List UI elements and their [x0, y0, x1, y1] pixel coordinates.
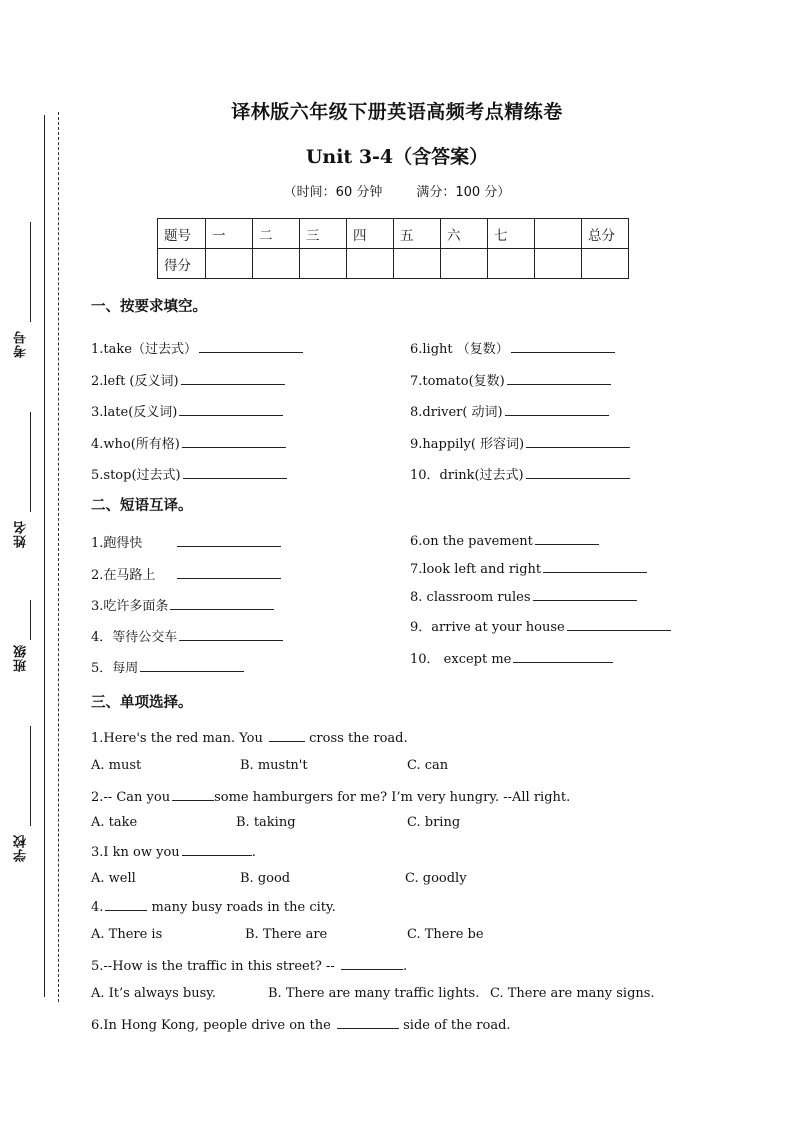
score-cell[interactable] [206, 249, 253, 279]
question-stem [91, 843, 256, 860]
answer-blank[interactable] [543, 560, 647, 573]
answer-blank[interactable] [182, 435, 286, 448]
side-field-exam-number [8, 222, 38, 362]
option-c[interactable]: C. bring [407, 815, 461, 830]
question-text: some hamburgers for me? I’m very hungry. --All right. [214, 790, 571, 805]
score-table-header-row [158, 219, 629, 249]
option-b[interactable]: B. There are many traffic lights. [268, 986, 480, 1001]
translate-item [91, 657, 244, 676]
answer-blank[interactable] [269, 729, 305, 742]
question-text: . [402, 959, 408, 974]
translate-item [91, 626, 283, 645]
option-c[interactable]: C. can [407, 758, 449, 773]
score-header-cell: 四 [347, 219, 394, 249]
score-header-cell: 总分 [582, 219, 629, 249]
fill-item-prompt: 3.late(反义词) [91, 405, 178, 420]
option-a[interactable]: A. must [91, 758, 142, 773]
question-text: 6.In Hong Kong, people drive on the [91, 1018, 331, 1033]
side-field-label: 考号 [14, 330, 29, 358]
question-text: 3.I kn ow you [91, 845, 180, 860]
score-cell[interactable] [488, 249, 535, 279]
answer-blank[interactable] [533, 588, 637, 601]
question-stem [91, 957, 407, 974]
time-info [0, 181, 794, 200]
answer-blank[interactable] [140, 659, 244, 672]
time-limit: （时间：60 分钟 [283, 185, 383, 200]
score-table-score-row [158, 249, 629, 279]
translate-item-prompt: 6.on the pavement [410, 534, 533, 549]
side-field-line[interactable] [30, 726, 31, 826]
option-b[interactable]: B. good [240, 871, 291, 886]
option-b[interactable]: B. There are [245, 927, 328, 942]
fill-item-prompt: 8.driver( 动词) [410, 405, 503, 420]
question-text: 4. [91, 900, 104, 915]
translate-item-prompt: 3.吃许多面条 [91, 599, 169, 614]
full-score: 满分：100 分） [416, 185, 511, 200]
answer-blank[interactable] [179, 628, 283, 641]
side-field-name [8, 412, 38, 547]
binding-dashed-line [58, 112, 59, 1002]
score-header-cell: 五 [394, 219, 441, 249]
answer-blank[interactable] [567, 618, 671, 631]
fill-item-prompt: 9.happily( 形容词) [410, 437, 525, 452]
translate-item [91, 595, 274, 614]
side-field-line[interactable] [30, 600, 31, 640]
fill-item-prompt: 10．drink(过去式) [410, 468, 524, 483]
translate-item [410, 532, 599, 549]
question-stem [91, 729, 408, 746]
answer-blank[interactable] [526, 466, 630, 479]
answer-blank[interactable] [177, 566, 281, 579]
side-field-school [8, 726, 38, 866]
fill-item [91, 338, 303, 357]
question-stem [91, 788, 570, 805]
translate-item [410, 560, 647, 577]
answer-blank[interactable] [505, 403, 609, 416]
option-a[interactable]: A. There is [91, 927, 163, 942]
translate-item-prompt: 5．每周 [91, 661, 139, 676]
score-cell[interactable] [535, 249, 582, 279]
answer-blank[interactable] [182, 843, 252, 856]
question-text: . [251, 845, 256, 860]
side-field-label: 姓名 [14, 520, 29, 548]
answer-blank[interactable] [105, 898, 147, 911]
answer-blank[interactable] [341, 957, 403, 970]
fill-item [410, 464, 630, 483]
translate-item-prompt: 10． except me [410, 652, 512, 667]
score-cell[interactable] [253, 249, 300, 279]
answer-blank[interactable] [526, 435, 630, 448]
question-text: cross the road. [309, 731, 408, 746]
translate-item-prompt: 7.look left and right [410, 562, 542, 577]
translate-item-prompt: 1.跑得快 [91, 536, 143, 551]
answer-blank[interactable] [183, 466, 287, 479]
answer-blank[interactable] [172, 788, 214, 801]
question-text: many busy roads in the city. [151, 900, 336, 915]
option-a[interactable]: A. well [91, 871, 136, 886]
translate-item [410, 588, 637, 605]
score-cell[interactable] [300, 249, 347, 279]
score-table [157, 218, 629, 279]
fill-item-prompt: 1.take（过去式） [91, 342, 197, 357]
option-a[interactable]: A. take [91, 815, 138, 830]
binding-solid-line [44, 115, 45, 997]
score-header-cell: 题号 [158, 219, 206, 249]
translate-item-prompt: 4．等待公交车 [91, 630, 178, 645]
answer-blank[interactable] [535, 532, 599, 545]
translate-item [91, 564, 281, 583]
fill-item [410, 370, 611, 389]
fill-item-prompt: 2.left (反义词) [91, 374, 179, 389]
option-b[interactable]: B. mustn't [240, 758, 308, 773]
answer-blank[interactable] [513, 650, 613, 663]
answer-blank[interactable] [179, 403, 283, 416]
translate-item [410, 616, 671, 635]
answer-blank[interactable] [337, 1016, 399, 1029]
option-a[interactable]: A. It’s always busy. [91, 986, 216, 1001]
side-field-label: 学校 [14, 834, 29, 862]
side-field-line[interactable] [30, 412, 31, 512]
question-stem [91, 898, 336, 915]
score-header-cell: 三 [300, 219, 347, 249]
fill-item [410, 433, 630, 452]
score-header-cell [535, 219, 582, 249]
section-3-title: 三、单项选择。 [91, 695, 193, 711]
question-text: 2.-- Can you [91, 790, 171, 805]
answer-blank[interactable] [181, 372, 285, 385]
translate-item [91, 532, 281, 551]
score-header-cell: 七 [488, 219, 535, 249]
translate-item-prompt: 9．arrive at your house [410, 620, 565, 635]
fill-item-prompt: 5.stop(过去式) [91, 468, 181, 483]
score-row-label: 得分 [158, 249, 206, 279]
option-c[interactable]: C. goodly [405, 871, 467, 886]
question-text: side of the road. [403, 1018, 511, 1033]
fill-item [410, 401, 609, 420]
score-header-cell: 二 [253, 219, 300, 249]
fill-item [91, 464, 287, 483]
fill-item-prompt: 4.who(所有格) [91, 437, 180, 452]
fill-item [91, 433, 286, 452]
score-cell[interactable] [347, 249, 394, 279]
fill-item [410, 338, 615, 357]
option-c[interactable]: C. There are many signs. [490, 986, 655, 1001]
answer-blank[interactable] [511, 340, 615, 353]
side-field-class [8, 600, 38, 680]
page-subtitle: Unit 3-4（含答案） [305, 146, 489, 168]
score-header-cell: 六 [441, 219, 488, 249]
option-c[interactable]: C. There be [407, 927, 484, 942]
score-cell[interactable] [582, 249, 629, 279]
fill-item-prompt: 7.tomato(复数) [410, 374, 505, 389]
side-field-label: 班级 [14, 644, 29, 672]
answer-blank[interactable] [199, 340, 303, 353]
section-2-title: 二、短语互译。 [91, 498, 193, 514]
score-header-cell: 一 [206, 219, 253, 249]
section-1-title: 一、按要求填空。 [91, 299, 207, 315]
translate-item-prompt: 2.在马路上 [91, 568, 156, 583]
fill-item [91, 370, 285, 389]
fill-item-prompt: 6.light （复数） [410, 342, 509, 357]
answer-blank[interactable] [177, 534, 281, 547]
fill-item [91, 401, 283, 420]
question-stem [91, 1016, 511, 1033]
answer-blank[interactable] [170, 597, 274, 610]
score-cell[interactable] [441, 249, 488, 279]
translate-item-prompt: 8. classroom rules [410, 590, 531, 605]
question-text: 1.Here's the red man. You [91, 731, 263, 746]
page-title: 译林版六年级下册英语高频考点精练卷 [231, 101, 563, 123]
option-b[interactable]: B. taking [236, 815, 296, 830]
question-text: 5.--How is the traffic in this street? -- [91, 959, 335, 974]
answer-blank[interactable] [507, 372, 611, 385]
translate-item [410, 648, 613, 667]
side-field-line[interactable] [30, 222, 31, 322]
score-cell[interactable] [394, 249, 441, 279]
